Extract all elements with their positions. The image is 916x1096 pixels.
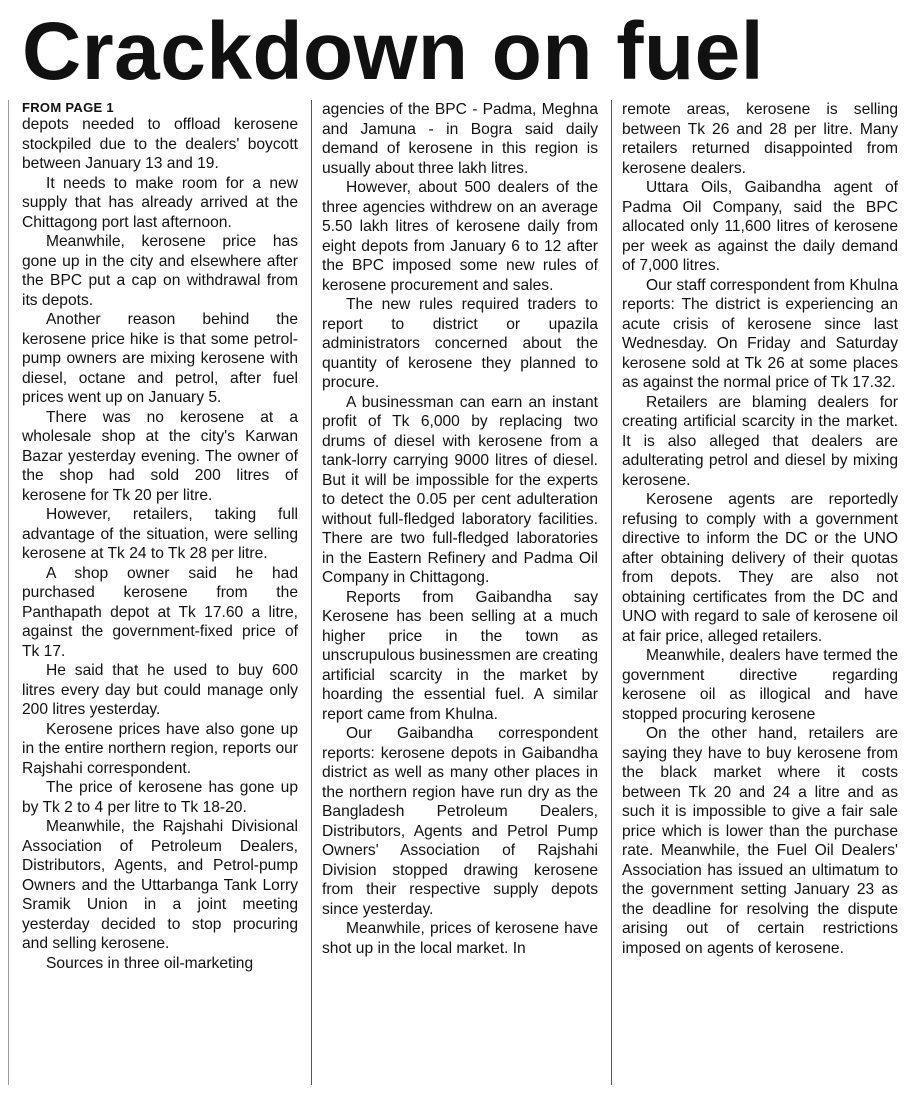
paragraph: On the other hand, retailers are saying they have to buy kerosene from the black market where it costs between Tk 20 and 24 a litre and as such it is impossible to give a fair sale price which is lower than the purchase rate. Meanwhile, the Fuel Oil Dealers' Association has issued an ultimatum to the government setting January 23 as the deadline for resolving the dispute arising out of certain restrictions imposed on agents of kerosene. — [622, 725, 898, 957]
paragraph: Meanwhile, the Rajshahi Divisional Association of Petroleum Dealers, Distributors, Agents, and Petrol-pump Owners and the Uttarbanga Tank Lorry Sramik Union in a joint meeting yesterday decided to stop procuring and selling kerosene. — [22, 818, 298, 952]
paragraph: Kerosene prices have also gone up in the entire northern region, reports our Rajshahi correspondent. — [22, 720, 298, 777]
headline: Crackdown on fuel — [22, 6, 765, 97]
paragraph: Our Gaibandha correspondent reports: kerosene depots in Gaibandha district as well as many other places in the northern region have run dry as the Bangladesh Petroleum Dealers, Distributors, Agents and Petrol Pump Owners' Association of Rajshahi Division stopped drawing kerosene from their respective supply depots since yesterday. — [322, 725, 598, 918]
paragraph: He said that he used to buy 600 litres every day but could manage only 200 litres yesterday. — [22, 662, 298, 718]
paragraph: Uttara Oils, Gaibandha agent of Padma Oil Company, said the BPC allocated only 11,600 litres of kerosene per week as against the daily demand of 7,000 litres. — [622, 179, 898, 274]
paragraph: Retailers are blaming dealers for creating artificial scarcity in the market. It is also alleged that dealers are adulterating petrol and diesel by mixing kerosene. — [622, 393, 898, 489]
left-edge-rule — [8, 100, 9, 1085]
paragraph: However, about 500 dealers of the three agencies withdrew on an average 5.50 lakh litres of kerosene daily from eight depots from January 6 to 12 after the BPC imposed some new rules of kerosene procurement and sales. — [322, 179, 598, 294]
paragraph: A shop owner said he had purchased kerosene from the Panthapath depot at Tk 17.60 a litre, against the government-fixed price of Tk 17. — [22, 564, 298, 660]
article-column-1 — [22, 100, 298, 1085]
paragraph: Kerosene agents are reportedly refusing to comply with a government directive to inform the DC or the UNO after obtaining delivery of their quotas from depots. They are also not obtaining certificates from the DC and UNO with regard to sale of kerosene oil at fair price, alleged retailers. — [622, 491, 898, 645]
article-column-3 — [622, 100, 898, 1085]
paragraph: agencies of the BPC - Padma, Meghna and Jamuna - in Bogra said daily demand of kerosene in this region is usually about three lakh litres. — [322, 101, 598, 177]
paragraph: Meanwhile, dealers have termed the government directive regarding kerosene oil as illogical and have stopped procuring kerosene — [622, 647, 898, 723]
paragraph: remote areas, kerosene is selling between Tk 26 and 28 per litre. Many retailers returned disappointed from kerosene dealers. — [622, 101, 898, 177]
paragraph: Meanwhile, prices of kerosene have shot up in the local market. In — [322, 920, 598, 957]
paragraph: There was no kerosene at a wholesale shop at the city's Karwan Bazar yesterday evening. The owner of the shop had sold 200 litres of kerosene for Tk 20 per litre. — [22, 408, 298, 504]
paragraph: depots needed to offload kerosene stockpiled due to the dealers' boycott between January 13 and 19. — [22, 116, 298, 172]
column-divider-1 — [311, 100, 312, 1085]
column-divider-2 — [611, 100, 612, 1085]
paragraph: Another reason behind the kerosene price hike is that some petrol-pump owners are mixing kerosene with diesel, octane and petrol, after fuel prices went up on January 5. — [22, 311, 298, 406]
paragraph: The price of kerosene has gone up by Tk 2 to 4 per litre to Tk 18-20. — [22, 779, 298, 816]
paragraph: The new rules required traders to report to district or upazila administrators concerned about the quantity of kerosene they planned to procure. — [322, 296, 598, 391]
from-page-kicker: FROM PAGE 1 — [22, 100, 114, 115]
paragraph: Our staff correspondent from Khulna reports: The district is experiencing an acute crisis of kerosene since last Wednesday. On Friday and Saturday kerosene sold at Tk 26 at some places as against the normal price of Tk 17.32. — [622, 276, 898, 391]
article-column-2 — [322, 100, 598, 1085]
paragraph: Meanwhile, kerosene price has gone up in the city and elsewhere after the BPC put a cap on withdrawal from its depots. — [22, 233, 298, 309]
paragraph: It needs to make room for a new supply that has already arrived at the Chittagong port last afternoon. — [22, 174, 298, 231]
paragraph: Sources in three oil-marketing — [46, 954, 254, 972]
paragraph: However, retailers, taking full advantage of the situation, were selling kerosene at Tk 24 to Tk 28 per litre. — [22, 506, 298, 562]
paragraph: Reports from Gaibandha say Kerosene has been selling at a much higher price in the town as unscrupulous businessmen are creating artificial scarcity in the market by hoarding the essential fuel. A similar report came from Khulna. — [322, 588, 598, 723]
paragraph: A businessman can earn an instant profit of Tk 6,000 by replacing two drums of diesel with kerosene from a tank-lorry carrying 9000 litres of diesel. But it will be impossible for the experts to detect the 0.05 per cent adulteration without full-fledged laboratory facilities. There are two full-fledged laboratories in the Eastern Refinery and Padma Oil Company in Chittagong. — [322, 393, 598, 586]
